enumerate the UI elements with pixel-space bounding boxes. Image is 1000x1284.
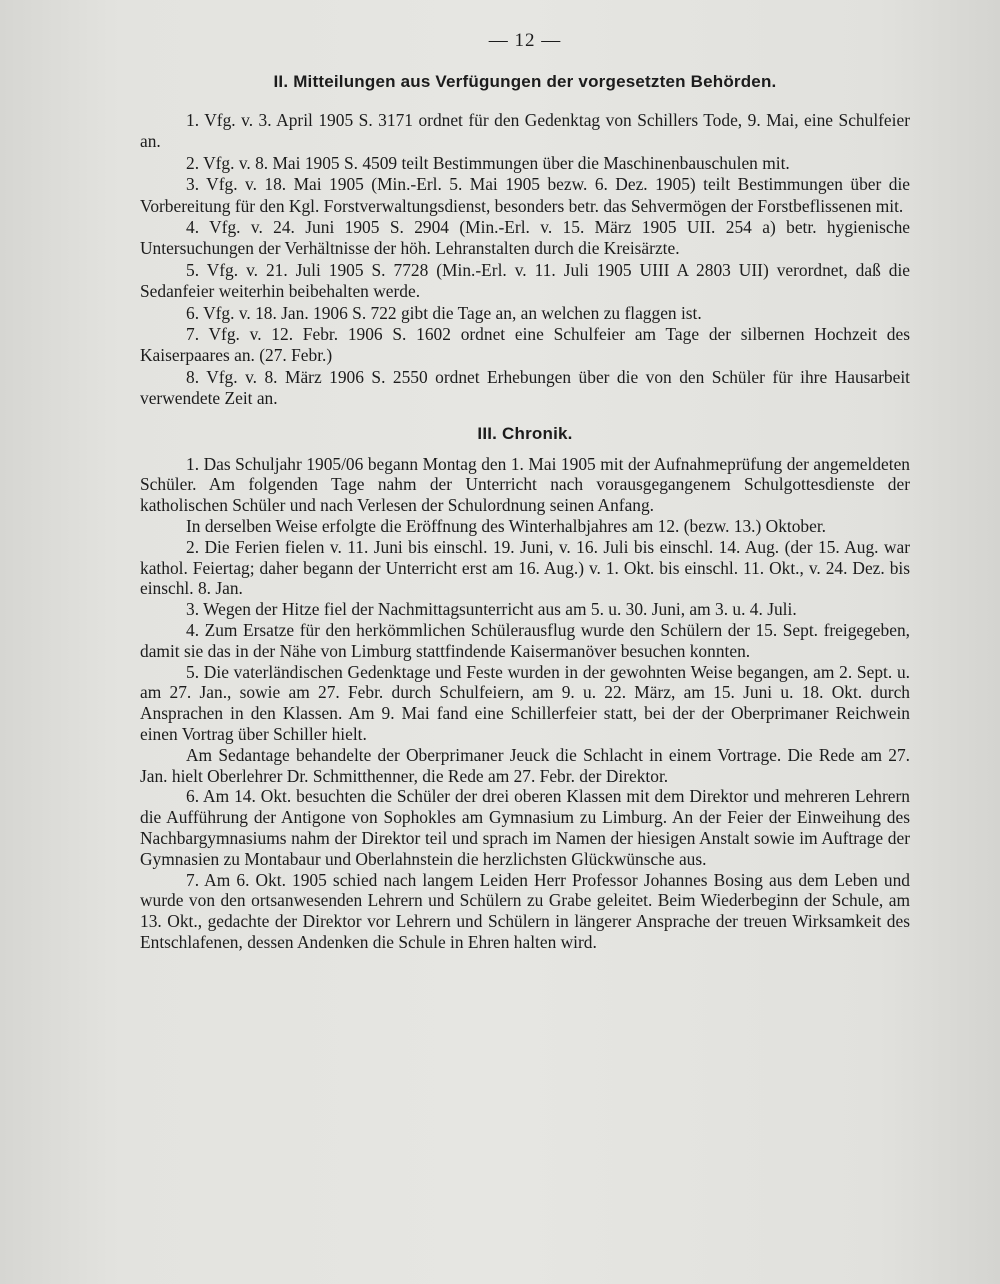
chronik-paragraph: 7. Am 6. Okt. 1905 schied nach langem Leiden Herr Professor Johannes Bosing aus dem Leben und wurde von den ortsanwesenden Lehrern und Schülern zu Grabe geleitet. Beim Wiederbeginn der Schule, am 13. Okt., gedachte der Direktor vor Lehrern und Schülern in längerer Ansprache der treuen Wirksamkeit des Entschlafenen, dessen Andenken die Schule in Ehren halten wird. [140, 869, 910, 953]
chronik-paragraph: 3. Wegen der Hitze fiel der Nachmittagsunterricht aus am 5. u. 30. Juni, am 3. u. 4. Juli. [186, 599, 797, 620]
section-heading-chronik: III. Chronik. [477, 423, 573, 443]
chronik-paragraph: 6. Am 14. Okt. besuchten die Schüler der drei oberen Klassen mit dem Direktor und mehreren Lehrern die Aufführung der Antigone von Sophokles am Gymnasium zu Limburg. An der Feier der Einweihung des Nachbargymnasiums nahm der Direktor teil und sprach im Namen der hiesigen Anstalt sowie im Auftrage der Gymnasien zu Montabaur und Oberlahnstein die herzlichsten Glückwünsche aus. [140, 786, 910, 869]
chronik-paragraph: 5. Die vaterländischen Gedenktage und Feste wurden in der gewohnten Weise begangen, am 2. Sept. u. am 27. Jan., sowie am 27. Febr. durch Schulfeiern, am 9. u. 22. März, am 15. Juni u. 18. Okt. durch Ansprachen in den Klassen. Am 9. Mai fand eine Schillerfeier statt, bei der der Oberprimaner Reichwein einen Vortrag über Schiller hielt. [140, 661, 910, 745]
page-number: — 12 — [488, 30, 562, 51]
section-heading-verfuegungen: II. Mitteilungen aus Verfügungen der vorgesetzten Behörden. [273, 72, 777, 91]
chronik-text [140, 454, 910, 953]
chronik-paragraph: 4. Zum Ersatze für den herkömmlichen Schülerausflug wurde den Schülern der 15. Sept. freigegeben, damit sie das in der Nähe von Limburg stattfindende Kaisermanöver besuchen konnten. [140, 620, 910, 661]
chronik-paragraph: 2. Die Ferien fielen v. 11. Juni bis einschl. 19. Juni, v. 16. Juli bis einschl. 14. Aug. (der 15. Aug. war kathol. Feiertag; daher begann der Unterricht erst am 16. Aug.) v. 1. Okt. bis einschl. 11. Okt., v. 24. Dez. bis einschl. 8. Jan. [140, 536, 910, 599]
verfuegung-item: 5. Vfg. v. 21. Juli 1905 S. 7728 (Min.-Erl. v. 11. Juli 1905 UIII A 2803 UII) verordnet, daß die Sedanfeier weiterhin beibehalten werde. [140, 259, 910, 302]
verfuegung-item: 2. Vfg. v. 8. Mai 1905 S. 4509 teilt Bestimmungen über die Maschinenbauschulen mit. [186, 152, 790, 173]
verfuegung-item: 8. Vfg. v. 8. März 1906 S. 2550 ordnet Erhebungen über die von den Schüler für ihre Hausarbeit verwendete Zeit an. [140, 366, 910, 409]
verfuegung-item: 3. Vfg. v. 18. Mai 1905 (Min.-Erl. 5. Mai 1905 bezw. 6. Dez. 1905) teilt Bestimmungen über die Vorbereitung für den Kgl. Forstverwaltungsdienst, besonders betr. das Sehvermögen der Forstbeflissenen mit. [140, 174, 910, 216]
verfuegung-item: 1. Vfg. v. 3. April 1905 S. 3171 ordnet für den Gedenktag von Schillers Tode, 9. Mai, eine Schulfeier an. [140, 110, 910, 152]
verfuegungen-list [140, 110, 910, 410]
chronik-paragraph: 1. Das Schuljahr 1905/06 begann Montag den 1. Mai 1905 mit der Aufnahmeprüfung der angemeldeten Schüler. Am folgenden Tage nahm der Unterricht nach vorausgegangenem Schulgottesdienste der katholischen Schüler und nach Verlesen der Schulordnung seinen Anfang. [140, 453, 910, 516]
verfuegung-item: 6. Vfg. v. 18. Jan. 1906 S. 722 gibt die Tage an, an welchen zu flaggen ist. [186, 302, 702, 323]
page-content [140, 30, 910, 953]
verfuegung-item: 7. Vfg. v. 12. Febr. 1906 S. 1602 ordnet eine Schulfeier am Tage der silbernen Hochzeit des Kaiserpaares an. (27. Febr.) [140, 324, 910, 366]
verfuegung-item: 4. Vfg. v. 24. Juni 1905 S. 2904 (Min.-Erl. v. 15. März 1905 UII. 254 a) betr. hygienische Untersuchungen der Verhältnisse der höh. Lehranstalten durch die Kreisärzte. [140, 217, 910, 259]
chronik-paragraph: In derselben Weise erfolgte die Eröffnung des Winterhalbjahres am 12. (bezw. 13.) Oktober. [186, 516, 827, 537]
chronik-paragraph: Am Sedantage behandelte der Oberprimaner Jeuck die Schlacht in einem Vortrage. Die Rede am 27. Jan. hielt Oberlehrer Dr. Schmitthenner, die Rede am 27. Febr. der Direktor. [140, 744, 910, 786]
